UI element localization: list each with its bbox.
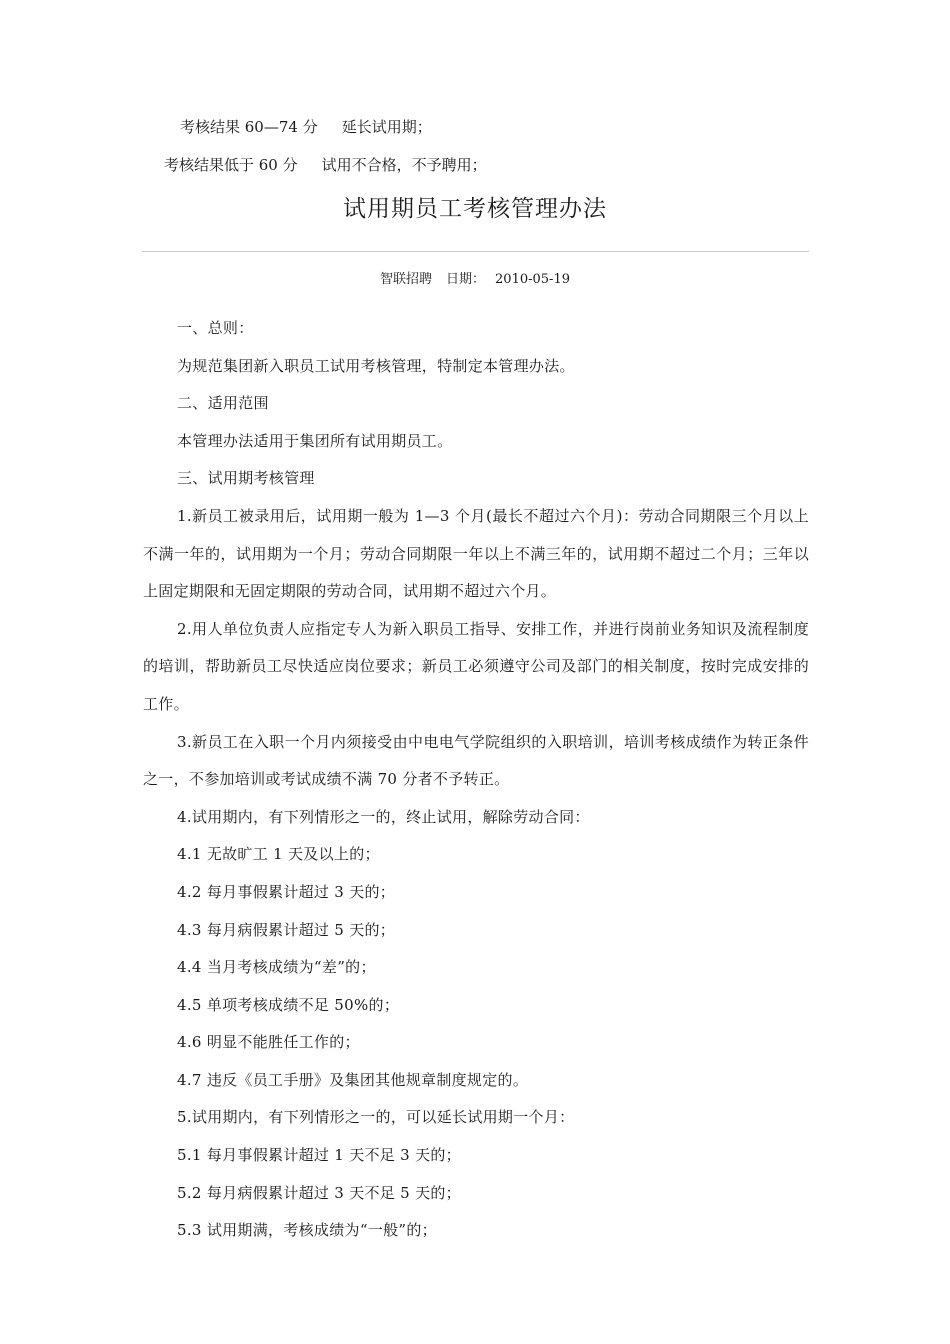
clause-4-7: 4.7 违反《员工手册》及集团其他规章制度规定的。 xyxy=(177,1070,529,1089)
section-heading-scope: 二、适用范围 xyxy=(177,394,269,413)
assessment-result-line-extend xyxy=(180,117,432,137)
clause-4-3: 4.3 每月病假累计超过 5 天的； xyxy=(177,920,396,939)
clause-5-1: 5.1 每月事假累计超过 1 天不足 3 天的； xyxy=(177,1146,461,1165)
assessment-result-score: 考核结果 60—74 分 xyxy=(180,118,318,136)
title-divider xyxy=(142,251,809,252)
document-meta xyxy=(0,270,950,290)
paragraph: 为规范集团新入职员工试用考核管理，特制定本管理办法。 xyxy=(177,356,575,375)
clause-5-3: 5.3 试用期满，考核成绩为“一般”的； xyxy=(177,1221,437,1240)
paragraph: 本管理办法适用于集团所有试用期员工。 xyxy=(177,431,453,450)
assessment-result-score: 考核结果低于 60 分 xyxy=(164,156,298,174)
clause-4: 4.试用期内，有下列情形之一的，终止试用，解除劳动合同： xyxy=(177,807,590,826)
clause-4-6: 4.6 明显不能胜任工作的； xyxy=(177,1033,360,1052)
clause-1: 1.新员工被录用后，试用期一般为 1—3 个月(最长不超过六个月)：劳动合同期限三个月以上不满一年的，试用期为一个月；劳动合同期限一年以上不满三年的，试用期不超过二个月；三年以上固定期限和无固定期限的劳动合同，试用期不超过六个月。 xyxy=(143,506,809,601)
clause-5-2: 5.2 每月病假累计超过 3 天不足 5 天的； xyxy=(177,1183,461,1202)
clause-5: 5.试用期内，有下列情形之一的，可以延长试用期一个月： xyxy=(177,1108,575,1127)
source-label: 智联招聘 xyxy=(380,272,433,287)
clause-2: 2.用人单位负责人应指定专人为新入职员工指导、安排工作，并进行岗前业务知识及流程制度的培训，帮助新员工尽快适应岗位要求；新员工必须遵守公司及部门的相关制度，按时完成安排的工作。 xyxy=(143,619,809,713)
section-heading-probation: 三、试用期考核管理 xyxy=(177,469,315,488)
section-heading-general: 一、总则： xyxy=(177,319,254,337)
document-title: 试用期员工考核管理办法 xyxy=(343,196,607,222)
clause-3: 3.新员工在入职一个月内须接受由中电电气学院组织的入职培训，培训考核成绩作为转正条件之一，不参加培训或考试成绩不满 70 分者不予转正。 xyxy=(143,732,809,789)
document-body xyxy=(143,310,809,1250)
date-value: 2010-05-19 xyxy=(495,272,570,287)
clause-4-1: 4.1 无故旷工 1 天及以上的； xyxy=(177,845,380,864)
date-label: 日期： xyxy=(446,272,486,287)
clause-4-4: 4.4 当月考核成绩为“差”的； xyxy=(177,958,376,977)
assessment-result-outcome: 延长试用期； xyxy=(341,118,432,136)
clause-4-5: 4.5 单项考核成绩不足 50%的； xyxy=(177,995,400,1014)
clause-4-2: 4.2 每月事假累计超过 3 天的； xyxy=(177,882,396,901)
assessment-result-line-fail xyxy=(164,155,487,175)
assessment-result-outcome: 试用不合格，不予聘用； xyxy=(321,156,487,174)
